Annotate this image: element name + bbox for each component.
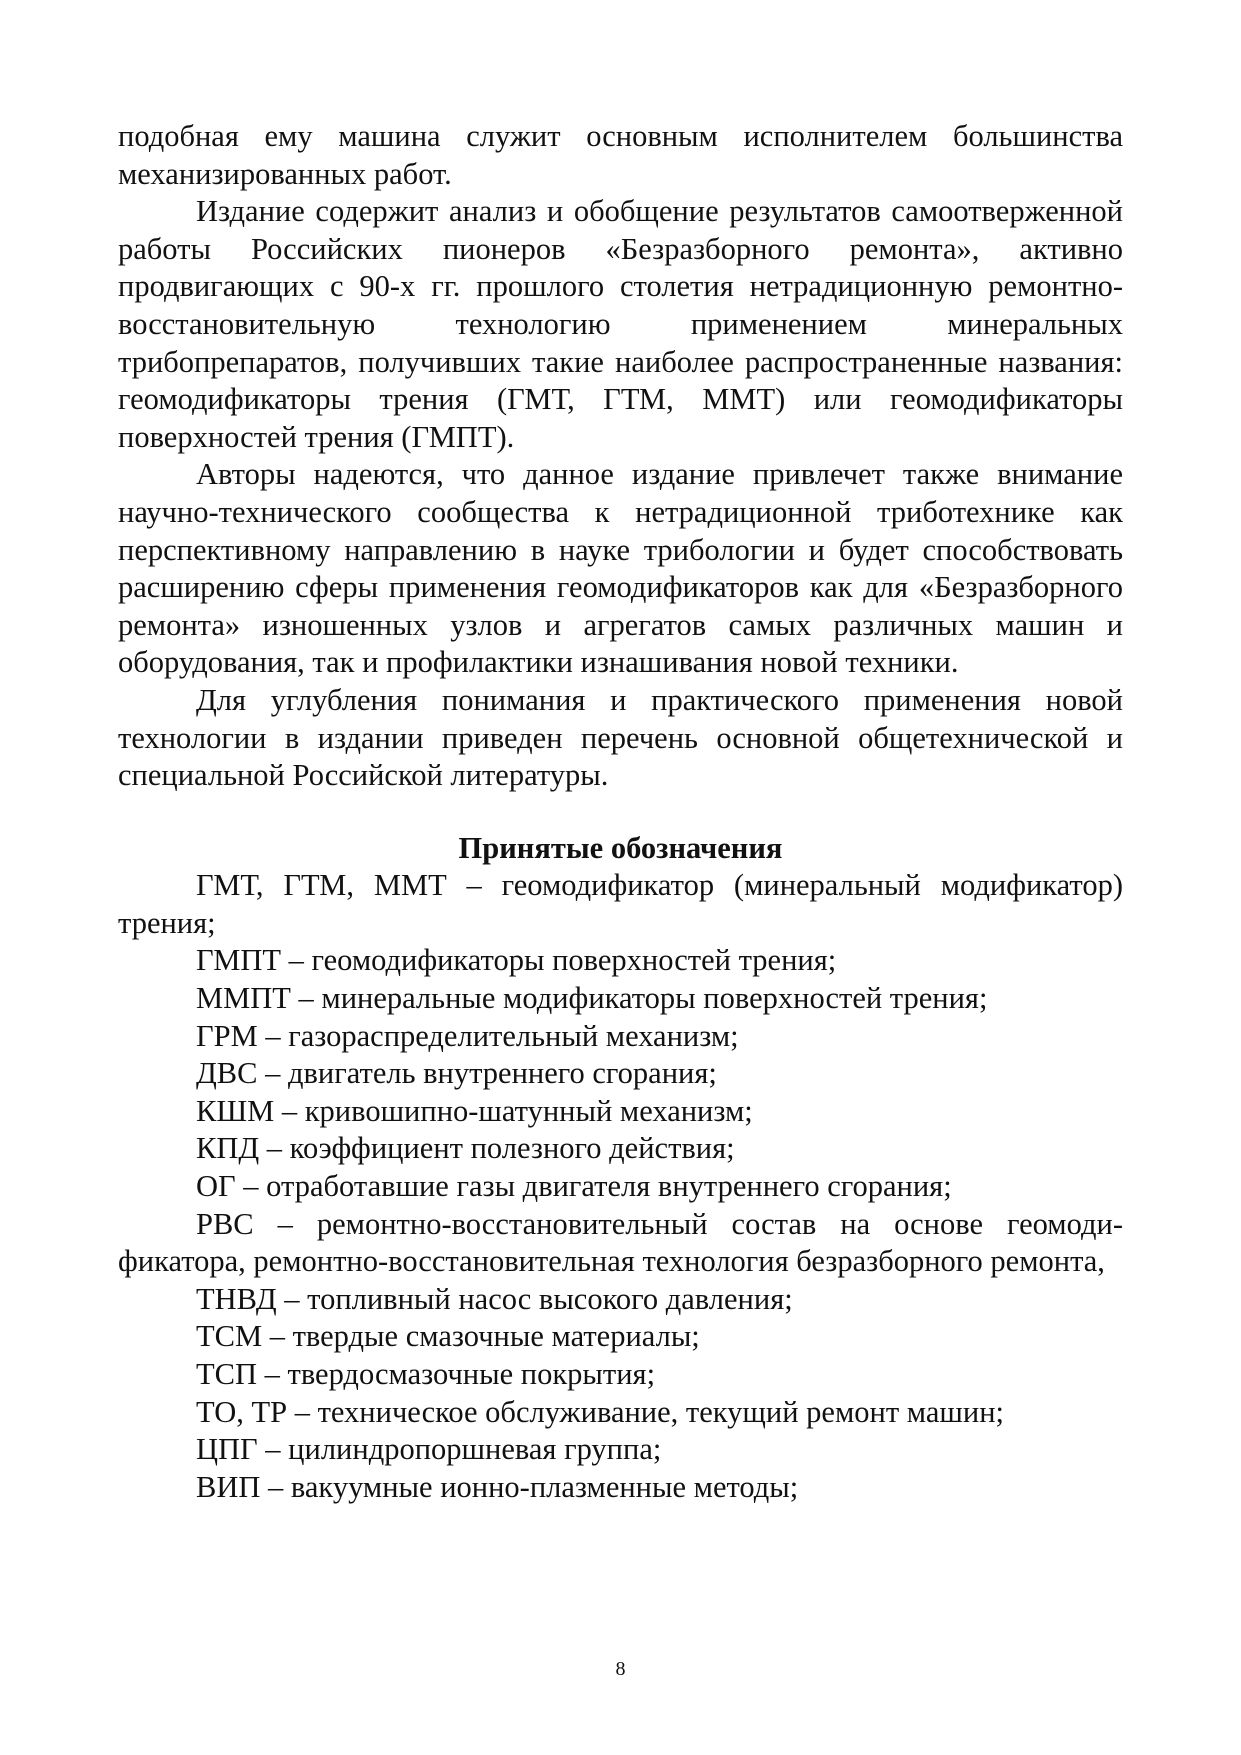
abbreviation-item: КПД – коэффициент полезного действия; bbox=[196, 1131, 735, 1166]
abbreviations-list bbox=[118, 867, 1123, 1506]
abbreviation-item: ЦПГ – цилиндропоршневая группа; bbox=[196, 1432, 662, 1467]
page-number: 8 bbox=[615, 1658, 626, 1680]
abbreviation-item: ТО, ТР – техническое обслуживание, текущий ремонт машин; bbox=[196, 1394, 1005, 1429]
abbreviation-item: ТСП – твердосмазочные покрытия; bbox=[196, 1357, 656, 1391]
abbreviation-item: ГМТ, ГТМ, ММТ – геомодификатор (минеральный модификатор) трения; bbox=[118, 868, 1123, 940]
abbreviation-item: ТНВД – топливный насос высокого давления; bbox=[196, 1281, 793, 1316]
abbreviation-item: ГРМ – газораспределительный механизм; bbox=[196, 1018, 739, 1053]
paragraph-literature: Для углубления понимания и практического применения новой технологии в издании приведен перечень основной общетехнической и специальной Российской литературы. bbox=[118, 682, 1123, 793]
abbreviation-item: ГМПТ – геомодификаторы поверхностей трения; bbox=[196, 943, 837, 978]
abbreviations-heading: Принятые обозначения bbox=[458, 830, 783, 865]
abbreviation-item: ММПТ – минеральные модификаторы поверхностей трения; bbox=[196, 981, 988, 1016]
paragraph-continuation: подобная ему машина служит основным исполнителем большинства механизированных работ. bbox=[118, 119, 1123, 191]
abbreviation-item: ОГ – отработавшие газы двигателя внутреннего сгорания; bbox=[196, 1169, 952, 1204]
abbreviation-item: ВИП – вакуумные ионно-плазменные методы; bbox=[196, 1469, 799, 1504]
paragraph-authors-hope: Авторы надеются, что данное издание привлечет также внимание научно-технического сообщества к нетрадиционной триботехнике как перспективному направлению в науке трибологии и будет способствовать расширению сферы применения геомодификаторов как для «Безразборного ремонта» изношенных узлов и агрегатов самых различных машин и оборудования, так и профилактики изнашивания новой техники. bbox=[118, 457, 1123, 680]
abbreviation-item: ДВС – двигатель внутреннего сгорания; bbox=[196, 1056, 717, 1091]
abbreviation-item: ТСМ – твердые смазочные материалы; bbox=[196, 1319, 700, 1354]
paragraph-edition-contents: Издание содержит анализ и обобщение результатов самоотверженной работы Российских пионеров «Безразборного ремонта», активно продвигающих с 90-х гг. прошлого столетия нетрадиционную ремонтно-восстановительную технологию применением минеральных трибопрепаратов, получивших такие наиболее распространенные названия: геомодификаторы трения (ГМТ, ГТМ, ММТ) или геомодификаторы поверхностей трения (ГМПТ). bbox=[118, 194, 1123, 454]
abbreviation-item: РВС – ремонтно-восстановительный состав на основе геомодификатора, ремонтно-восстановительная технология безразборного ремонта, bbox=[118, 1206, 1123, 1279]
document-page bbox=[118, 118, 1123, 1506]
abbreviation-item: КШМ – кривошипно-шатунный механизм; bbox=[196, 1093, 753, 1128]
